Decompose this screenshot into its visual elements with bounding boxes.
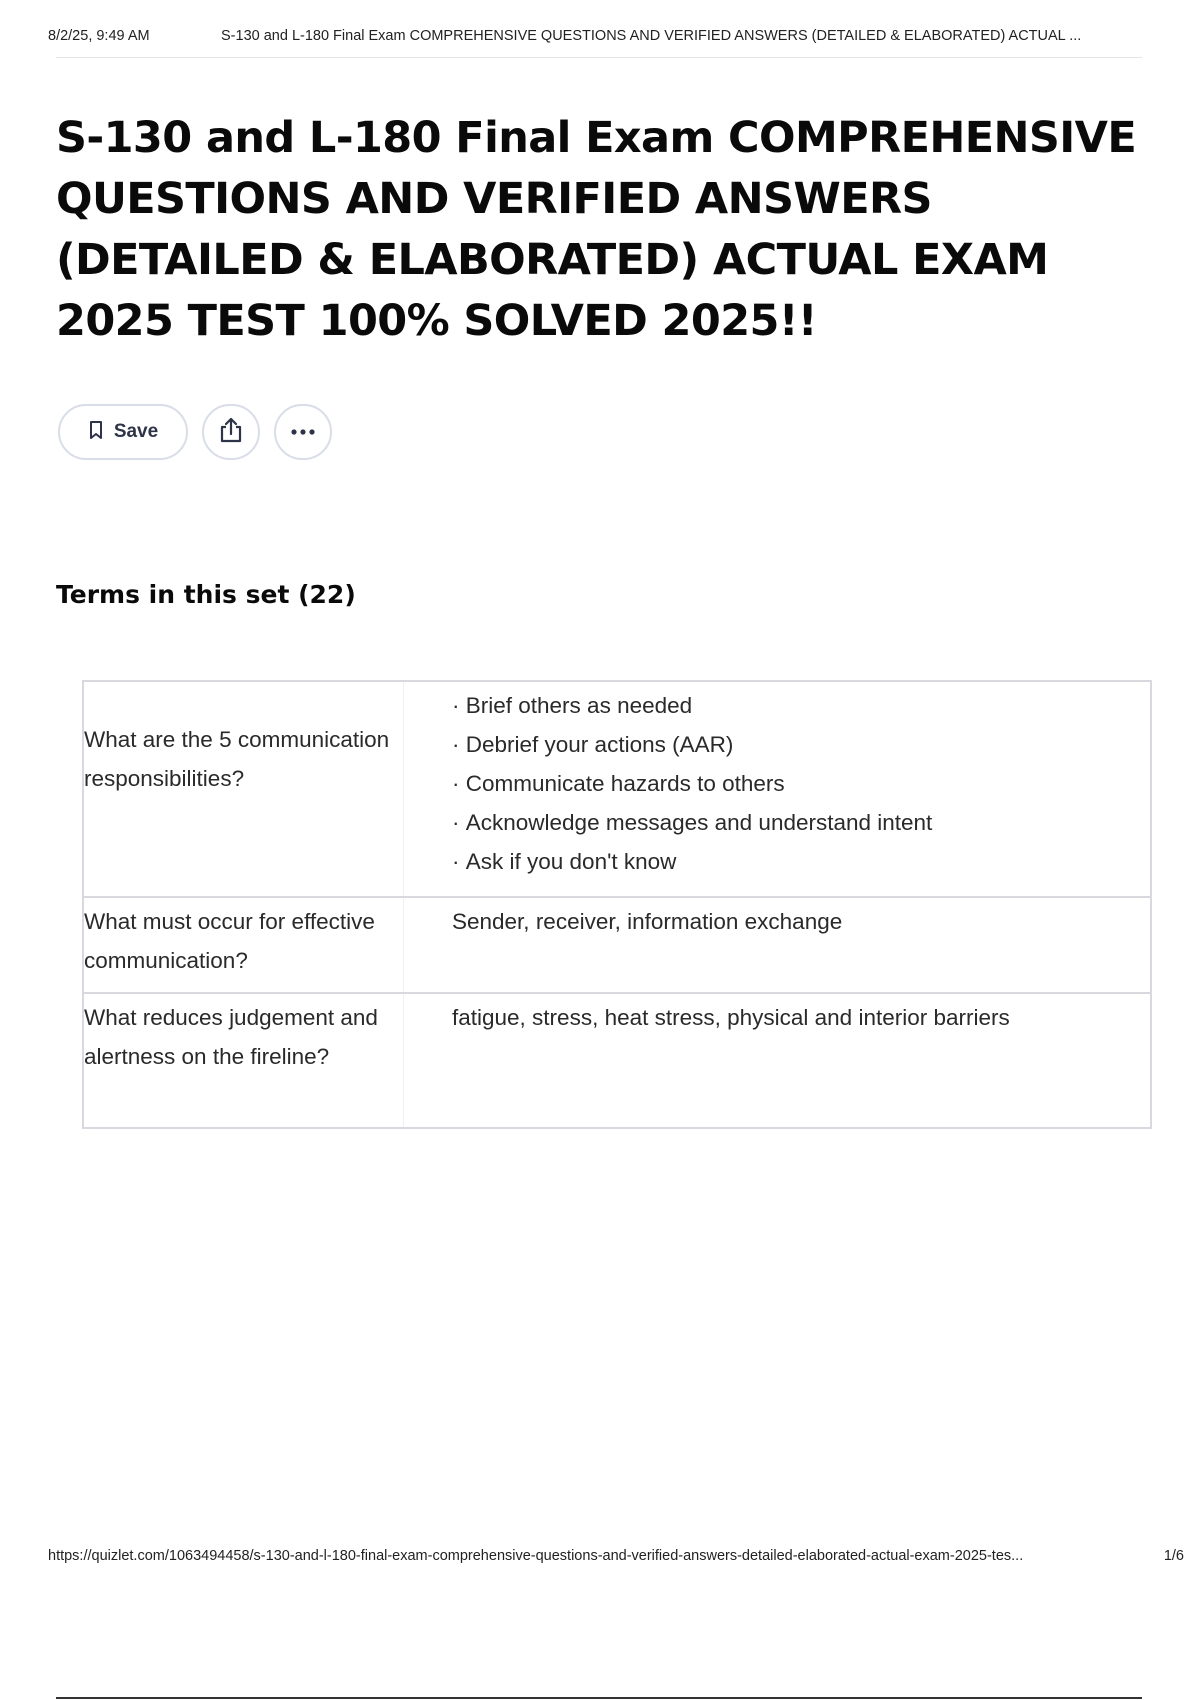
term-row [82, 896, 1152, 994]
term-question: What are the 5 communication responsibilities? [84, 682, 404, 896]
term-question: What must occur for effective communication? [84, 898, 404, 992]
term-answer: Sender, receiver, information exchange [452, 909, 843, 934]
print-doc-title: S-130 and L-180 Final Exam COMPREHENSIVE QUESTIONS AND VERIFIED ANSWERS (DETAILED & ELABORATED) ACTUAL ... [221, 28, 1082, 44]
terms-table [82, 682, 1152, 1129]
page-title: S-130 and L-180 Final Exam COMPREHENSIVE QUESTIONS AND VERIFIED ANSWERS (DETAILED & ELABORATED) ACTUAL EXAM 2025 TEST 100% SOLVED 2025!! [56, 113, 1137, 346]
answer-list [452, 686, 1150, 881]
print-date: 8/2/25, 9:49 AM [48, 28, 150, 44]
page-number: 1/6 [1163, 1548, 1184, 1564]
save-button[interactable] [58, 404, 188, 460]
share-icon [218, 416, 244, 449]
answer-list-item: · Acknowledge messages and understand intent [452, 803, 1150, 842]
term-answer: fatigue, stress, heat stress, physical and interior barriers [452, 1005, 1010, 1030]
print-url: https://quizlet.com/1063494458/s-130-and-l-180-final-exam-comprehensive-questions-and-verified-answers-detailed-elaborated-actual-exam-2025-tes... [48, 1548, 1024, 1564]
more-options-button[interactable] [274, 404, 332, 460]
more-horizontal-icon [290, 423, 316, 441]
term-row [82, 992, 1152, 1129]
answer-list-item: · Ask if you don't know [452, 842, 1150, 881]
bottom-divider [56, 1697, 1142, 1699]
term-answer [404, 682, 1150, 896]
save-button-label: Save [113, 421, 159, 442]
answer-list-item: · Brief others as needed [452, 686, 1150, 725]
share-button[interactable] [202, 404, 260, 460]
answer-list-item: · Communicate hazards to others [452, 764, 1150, 803]
terms-heading: Terms in this set (22) [56, 580, 356, 609]
answer-list-item: · Debrief your actions (AAR) [452, 725, 1150, 764]
term-question: What reduces judgement and alertness on the fireline? [84, 994, 404, 1127]
term-row [82, 680, 1152, 898]
header-divider [56, 57, 1142, 58]
bookmark-icon [88, 420, 104, 445]
print-footer [48, 1548, 1184, 1570]
print-header [48, 28, 1178, 50]
